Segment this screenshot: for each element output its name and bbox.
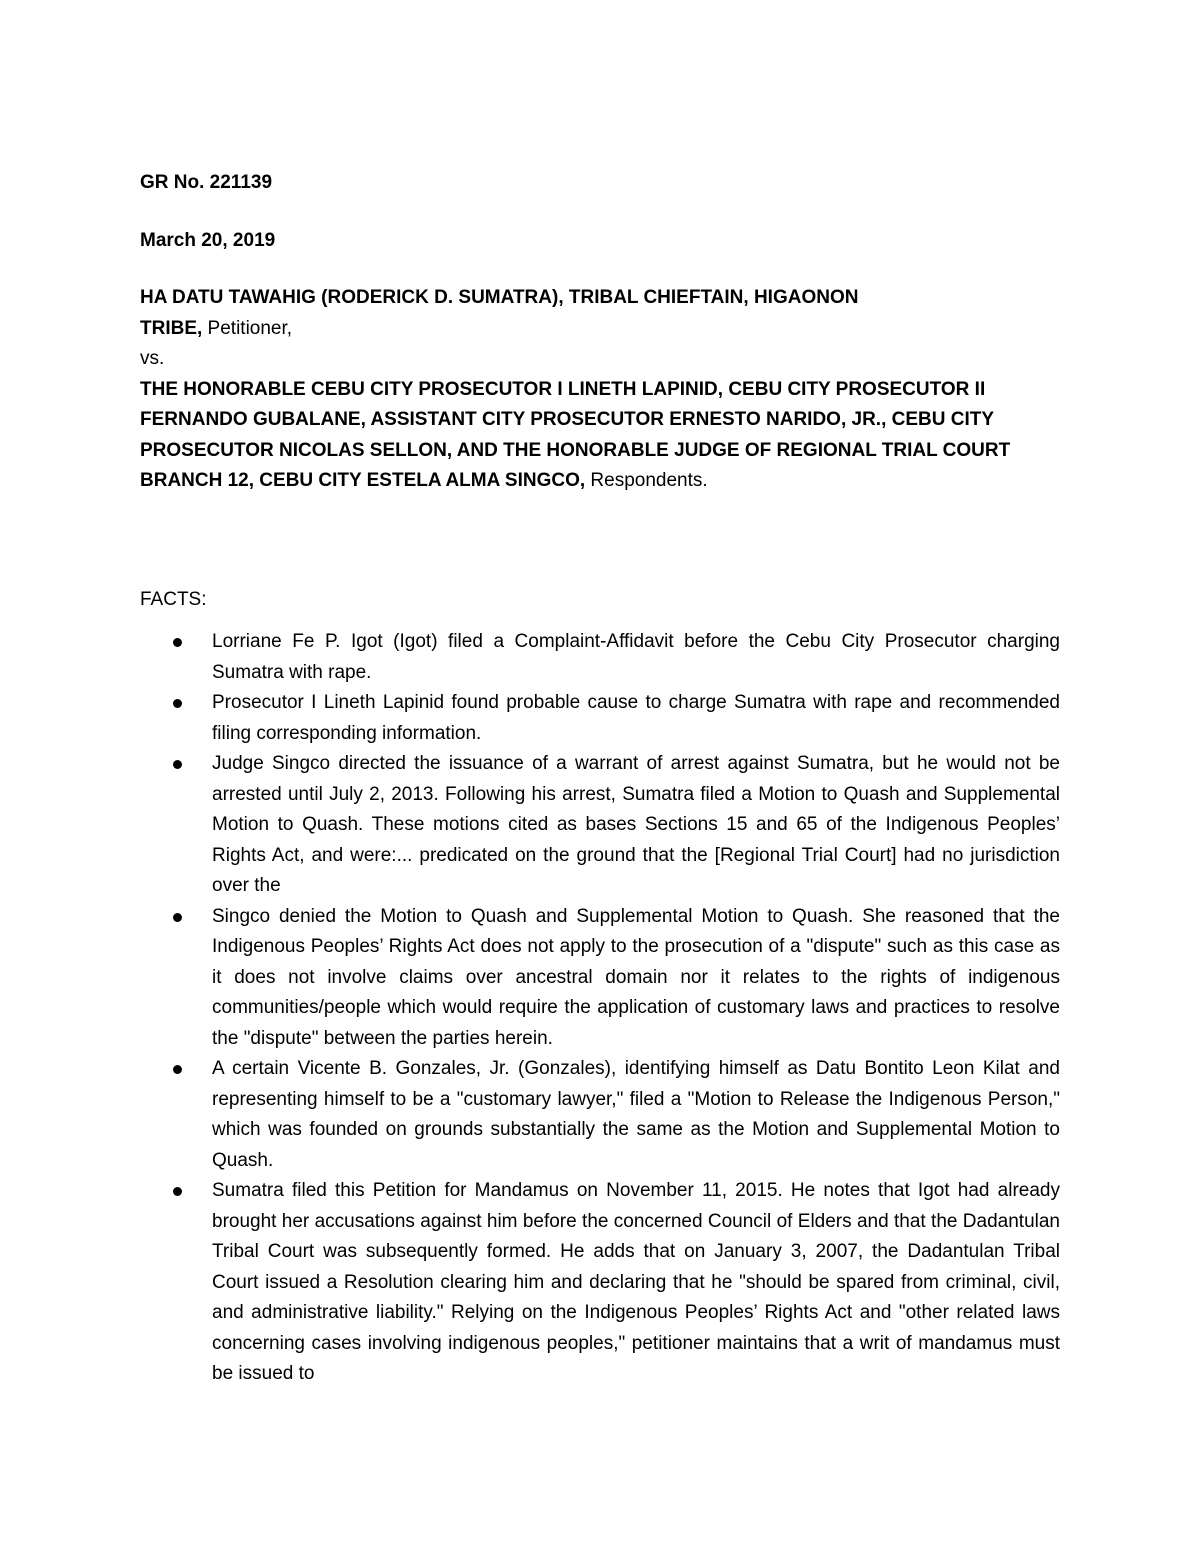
decision-date: March 20, 2019 bbox=[140, 229, 276, 251]
fact-item bbox=[140, 627, 1060, 688]
petitioner-line-1: HA DATU TAWAHIG (RODERICK D. SUMATRA), TRIBAL CHIEFTAIN, HIGAONON bbox=[140, 287, 859, 308]
fact-text: Prosecutor I Lineth Lapinid found probable cause to charge Sumatra with rape and recommended filing corresponding information. bbox=[212, 692, 1060, 744]
document-body bbox=[140, 168, 1060, 1390]
bullet-icon bbox=[173, 913, 182, 922]
fact-item bbox=[140, 1054, 1060, 1176]
respondents-line-2: FERNANDO GUBALANE, ASSISTANT CITY PROSECUTOR ERNESTO NARIDO, JR., CEBU CITY bbox=[140, 409, 995, 430]
respondents-judge: BRANCH 12, CEBU CITY ESTELA ALMA SINGCO, bbox=[140, 470, 586, 491]
bullet-icon bbox=[173, 1187, 182, 1196]
fact-text: A certain Vicente B. Gonzales, Jr. (Gonzales), identifying himself as Datu Bontito Leon Kilat and representing himself to be a "customary lawyer," filed a "Motion to Release the Indigenous Person," which was founded on grounds substantially the same as the Motion and Supplemental Motion to Quash. bbox=[212, 1058, 1060, 1171]
bullet-icon bbox=[173, 1065, 182, 1074]
facts-heading: FACTS: bbox=[140, 588, 207, 610]
respondents-role: Respondents. bbox=[585, 470, 708, 491]
fact-item bbox=[140, 1176, 1060, 1390]
facts-list bbox=[140, 627, 1060, 1390]
case-title bbox=[140, 283, 1060, 497]
petitioner-tribe: TRIBE, bbox=[140, 317, 203, 339]
bullet-icon bbox=[173, 699, 182, 708]
respondents-line-4 bbox=[140, 466, 1060, 497]
versus-text: vs. bbox=[140, 348, 165, 369]
fact-text: Singco denied the Motion to Quash and Supplemental Motion to Quash. She reasoned that the Indigenous Peoples’ Rights Act does not apply to the prosecution of a "dispute" such as this case as it does not involve claims over ancestral domain nor it relates to the rights of indigenous communities/people which would require the application of customary laws and practices to resolve the "dispute" between the parties herein. bbox=[212, 905, 1060, 1049]
fact-item bbox=[140, 902, 1060, 1055]
fact-text: Lorriane Fe P. Igot (Igot) filed a Complaint-Affidavit before the Cebu City Prosecutor charging Sumatra with rape. bbox=[212, 631, 1060, 683]
bullet-icon bbox=[173, 638, 182, 647]
fact-item bbox=[140, 749, 1060, 902]
fact-item bbox=[140, 688, 1060, 749]
fact-text: Judge Singco directed the issuance of a warrant of arrest against Sumatra, but he would not be arrested until July 2, 2013. Following his arrest, Sumatra filed a Motion to Quash and Supplemental Motion to Quash. These motions cited as bases Sections 15 and 65 of the Indigenous Peoples’ Rights Act, and were:... predicated on the ground that the [Regional Trial Court] had no jurisdiction over the bbox=[212, 753, 1060, 896]
respondents-line-1: THE HONORABLE CEBU CITY PROSECUTOR I LINETH LAPINID, CEBU CITY PROSECUTOR II bbox=[140, 378, 986, 400]
bullet-icon bbox=[173, 760, 182, 769]
petitioner-line-2 bbox=[140, 314, 1060, 345]
case-number: GR No. 221139 bbox=[140, 172, 273, 193]
fact-text: Sumatra filed this Petition for Mandamus on November 11, 2015. He notes that Igot had already brought her accusations against him before the concerned Council of Elders and that the Dadantulan Tribal Court was subsequently formed. He adds that on January 3, 2007, the Dadantulan Tribal Court issued a Resolution clearing him and declaring that he "should be spared from criminal, civil, and administrative liability." Relying on the Indigenous Peoples’ Rights Act and "other related laws concerning cases involving indigenous peoples," petitioner maintains that a writ of mandamus must be issued to bbox=[212, 1180, 1060, 1384]
respondents-line-3: PROSECUTOR NICOLAS SELLON, AND THE HONORABLE JUDGE OF REGIONAL TRIAL COURT bbox=[140, 439, 1011, 461]
petitioner-role: Petitioner, bbox=[202, 317, 293, 339]
